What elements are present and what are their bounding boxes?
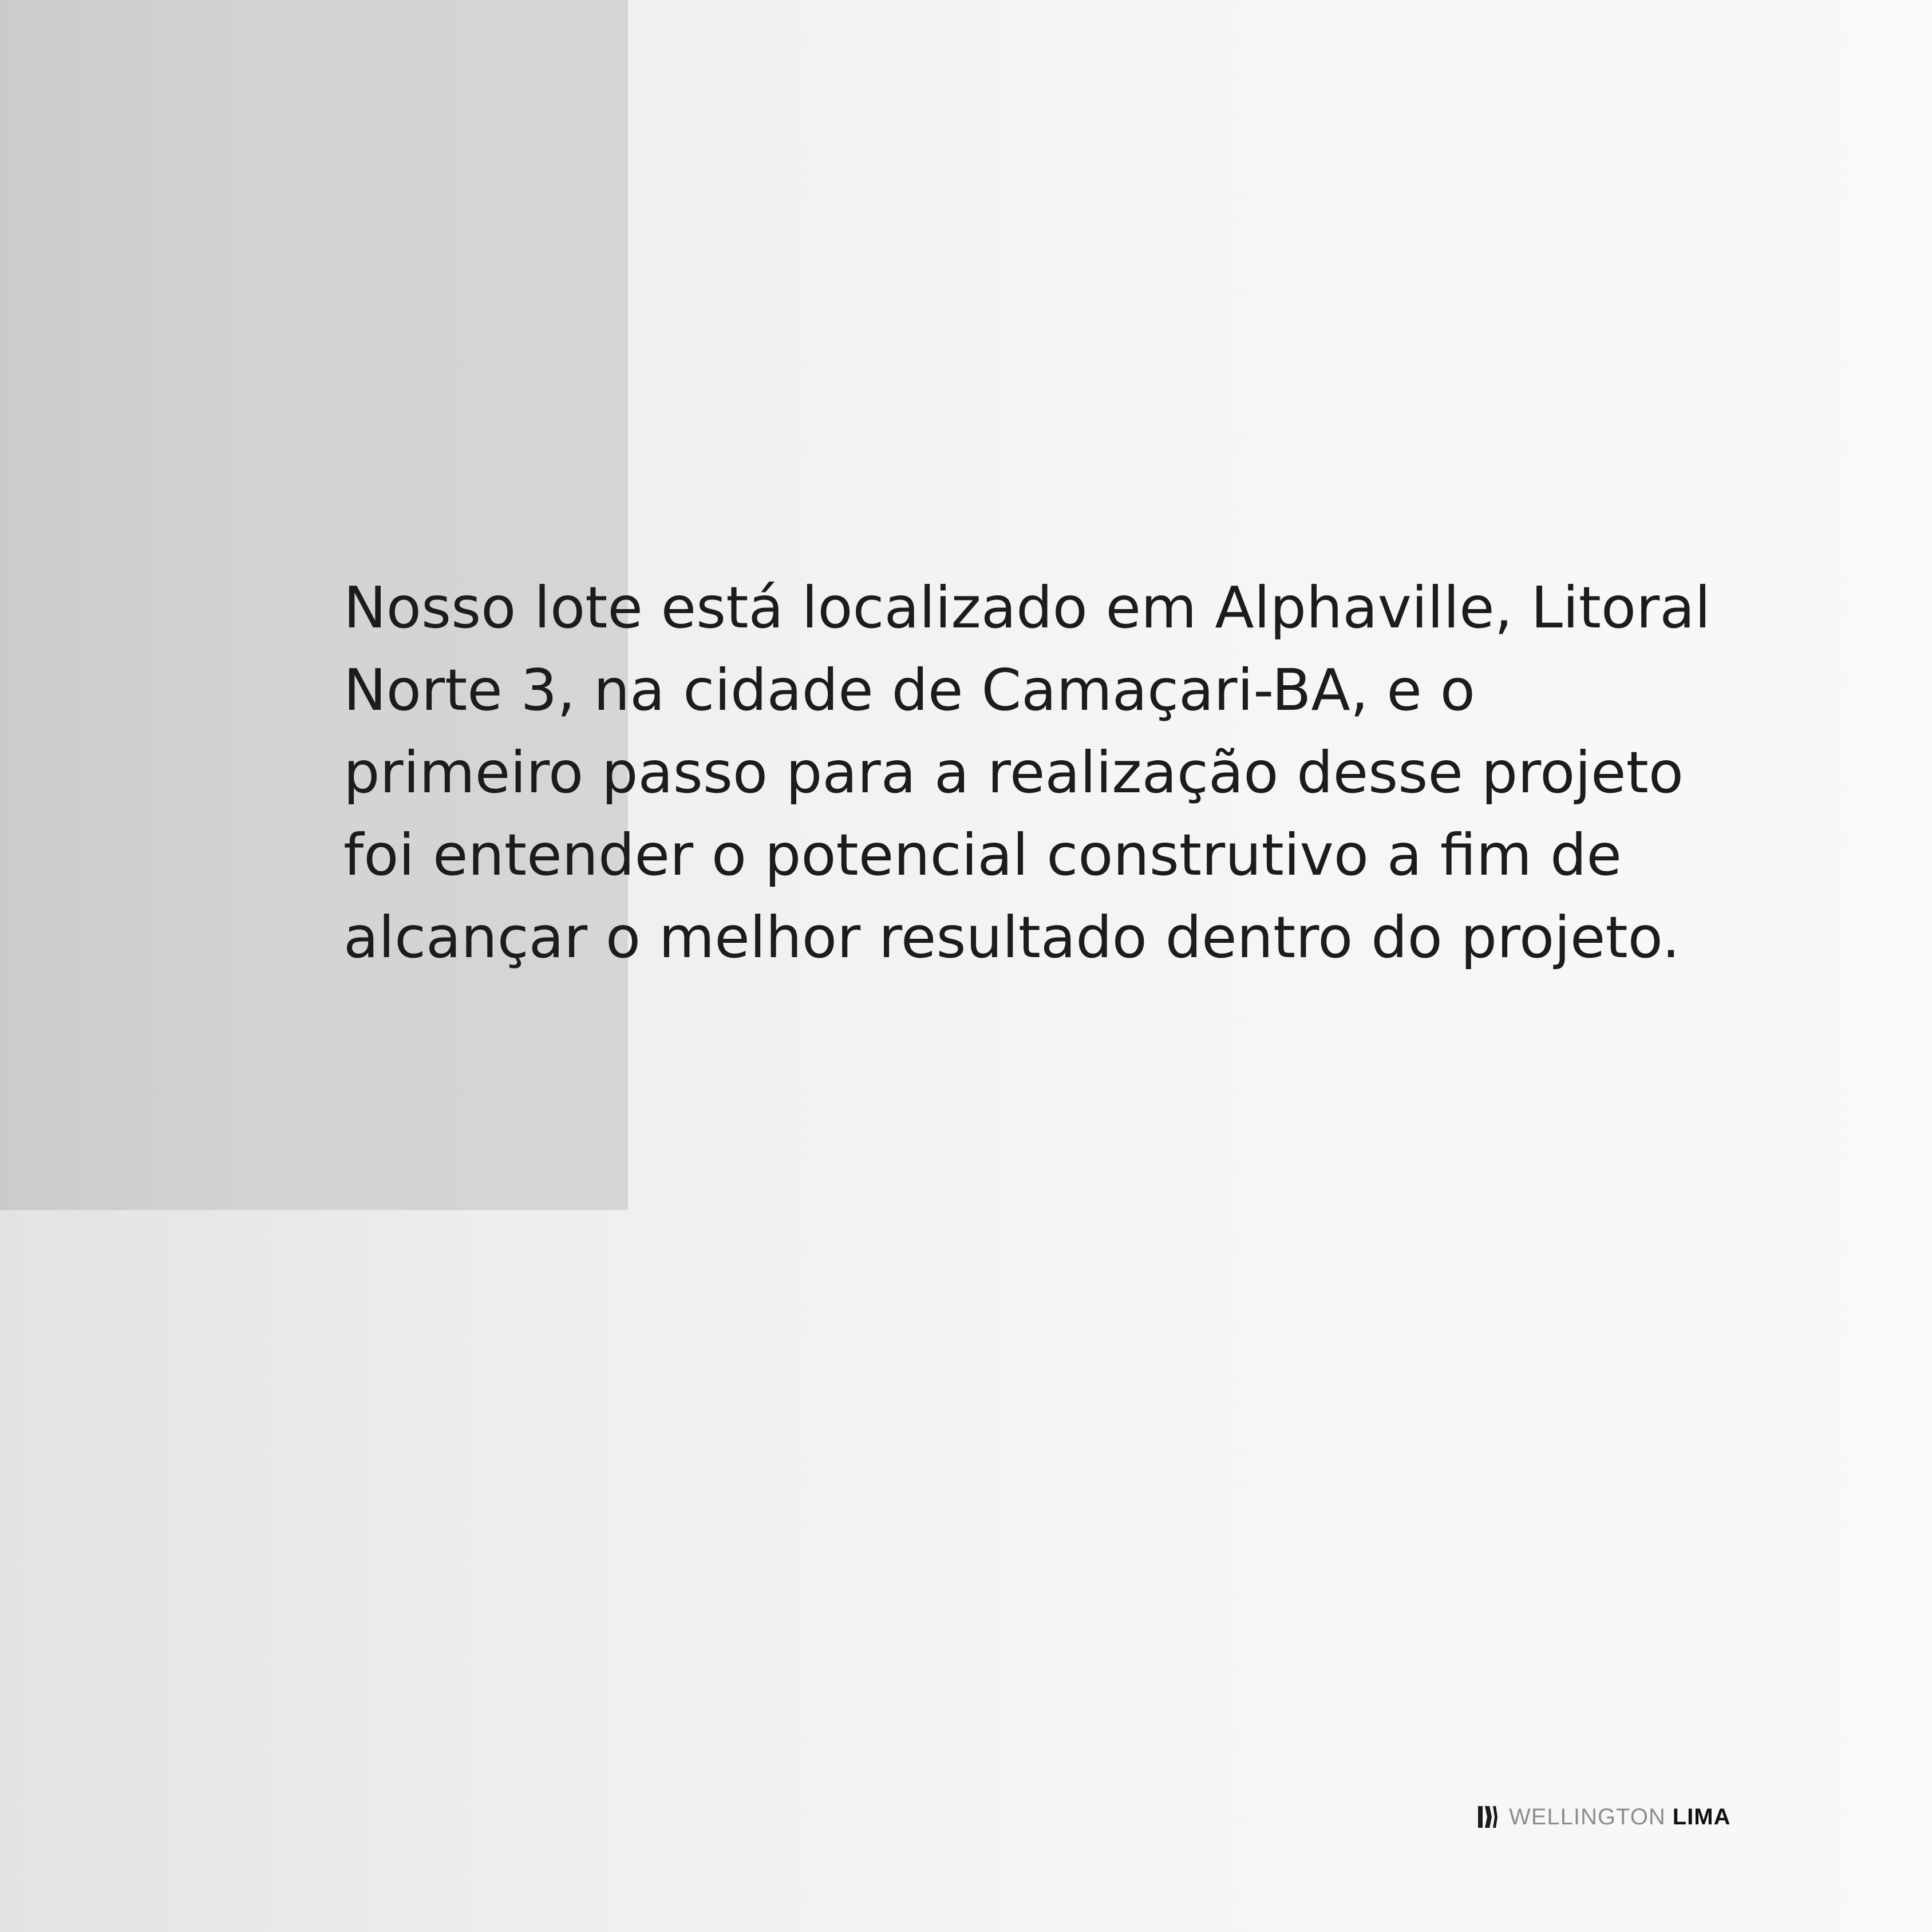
paragraph-line-5: alcançar o melhor resultado dentro do projeto. [343,904,1680,971]
brand-logo [1477,1803,1731,1831]
description-paragraph [343,567,1786,979]
paragraph-line-1: Nosso lote está localizado em Alphaville, Litoral [343,574,1711,641]
paragraph-line-4: foi entender o potencial construtivo a fim de [343,821,1622,888]
brand-name [1509,1804,1731,1830]
brand-last-name: LIMA [1672,1804,1731,1830]
paragraph-line-3: primeiro passo para a realização desse projeto [343,739,1684,806]
paragraph-line-2: Norte 3, na cidade de Camaçari-BA, e o [343,657,1475,724]
wl-monogram-icon [1477,1805,1499,1829]
brand-first-name: WELLINGTON [1509,1804,1666,1830]
